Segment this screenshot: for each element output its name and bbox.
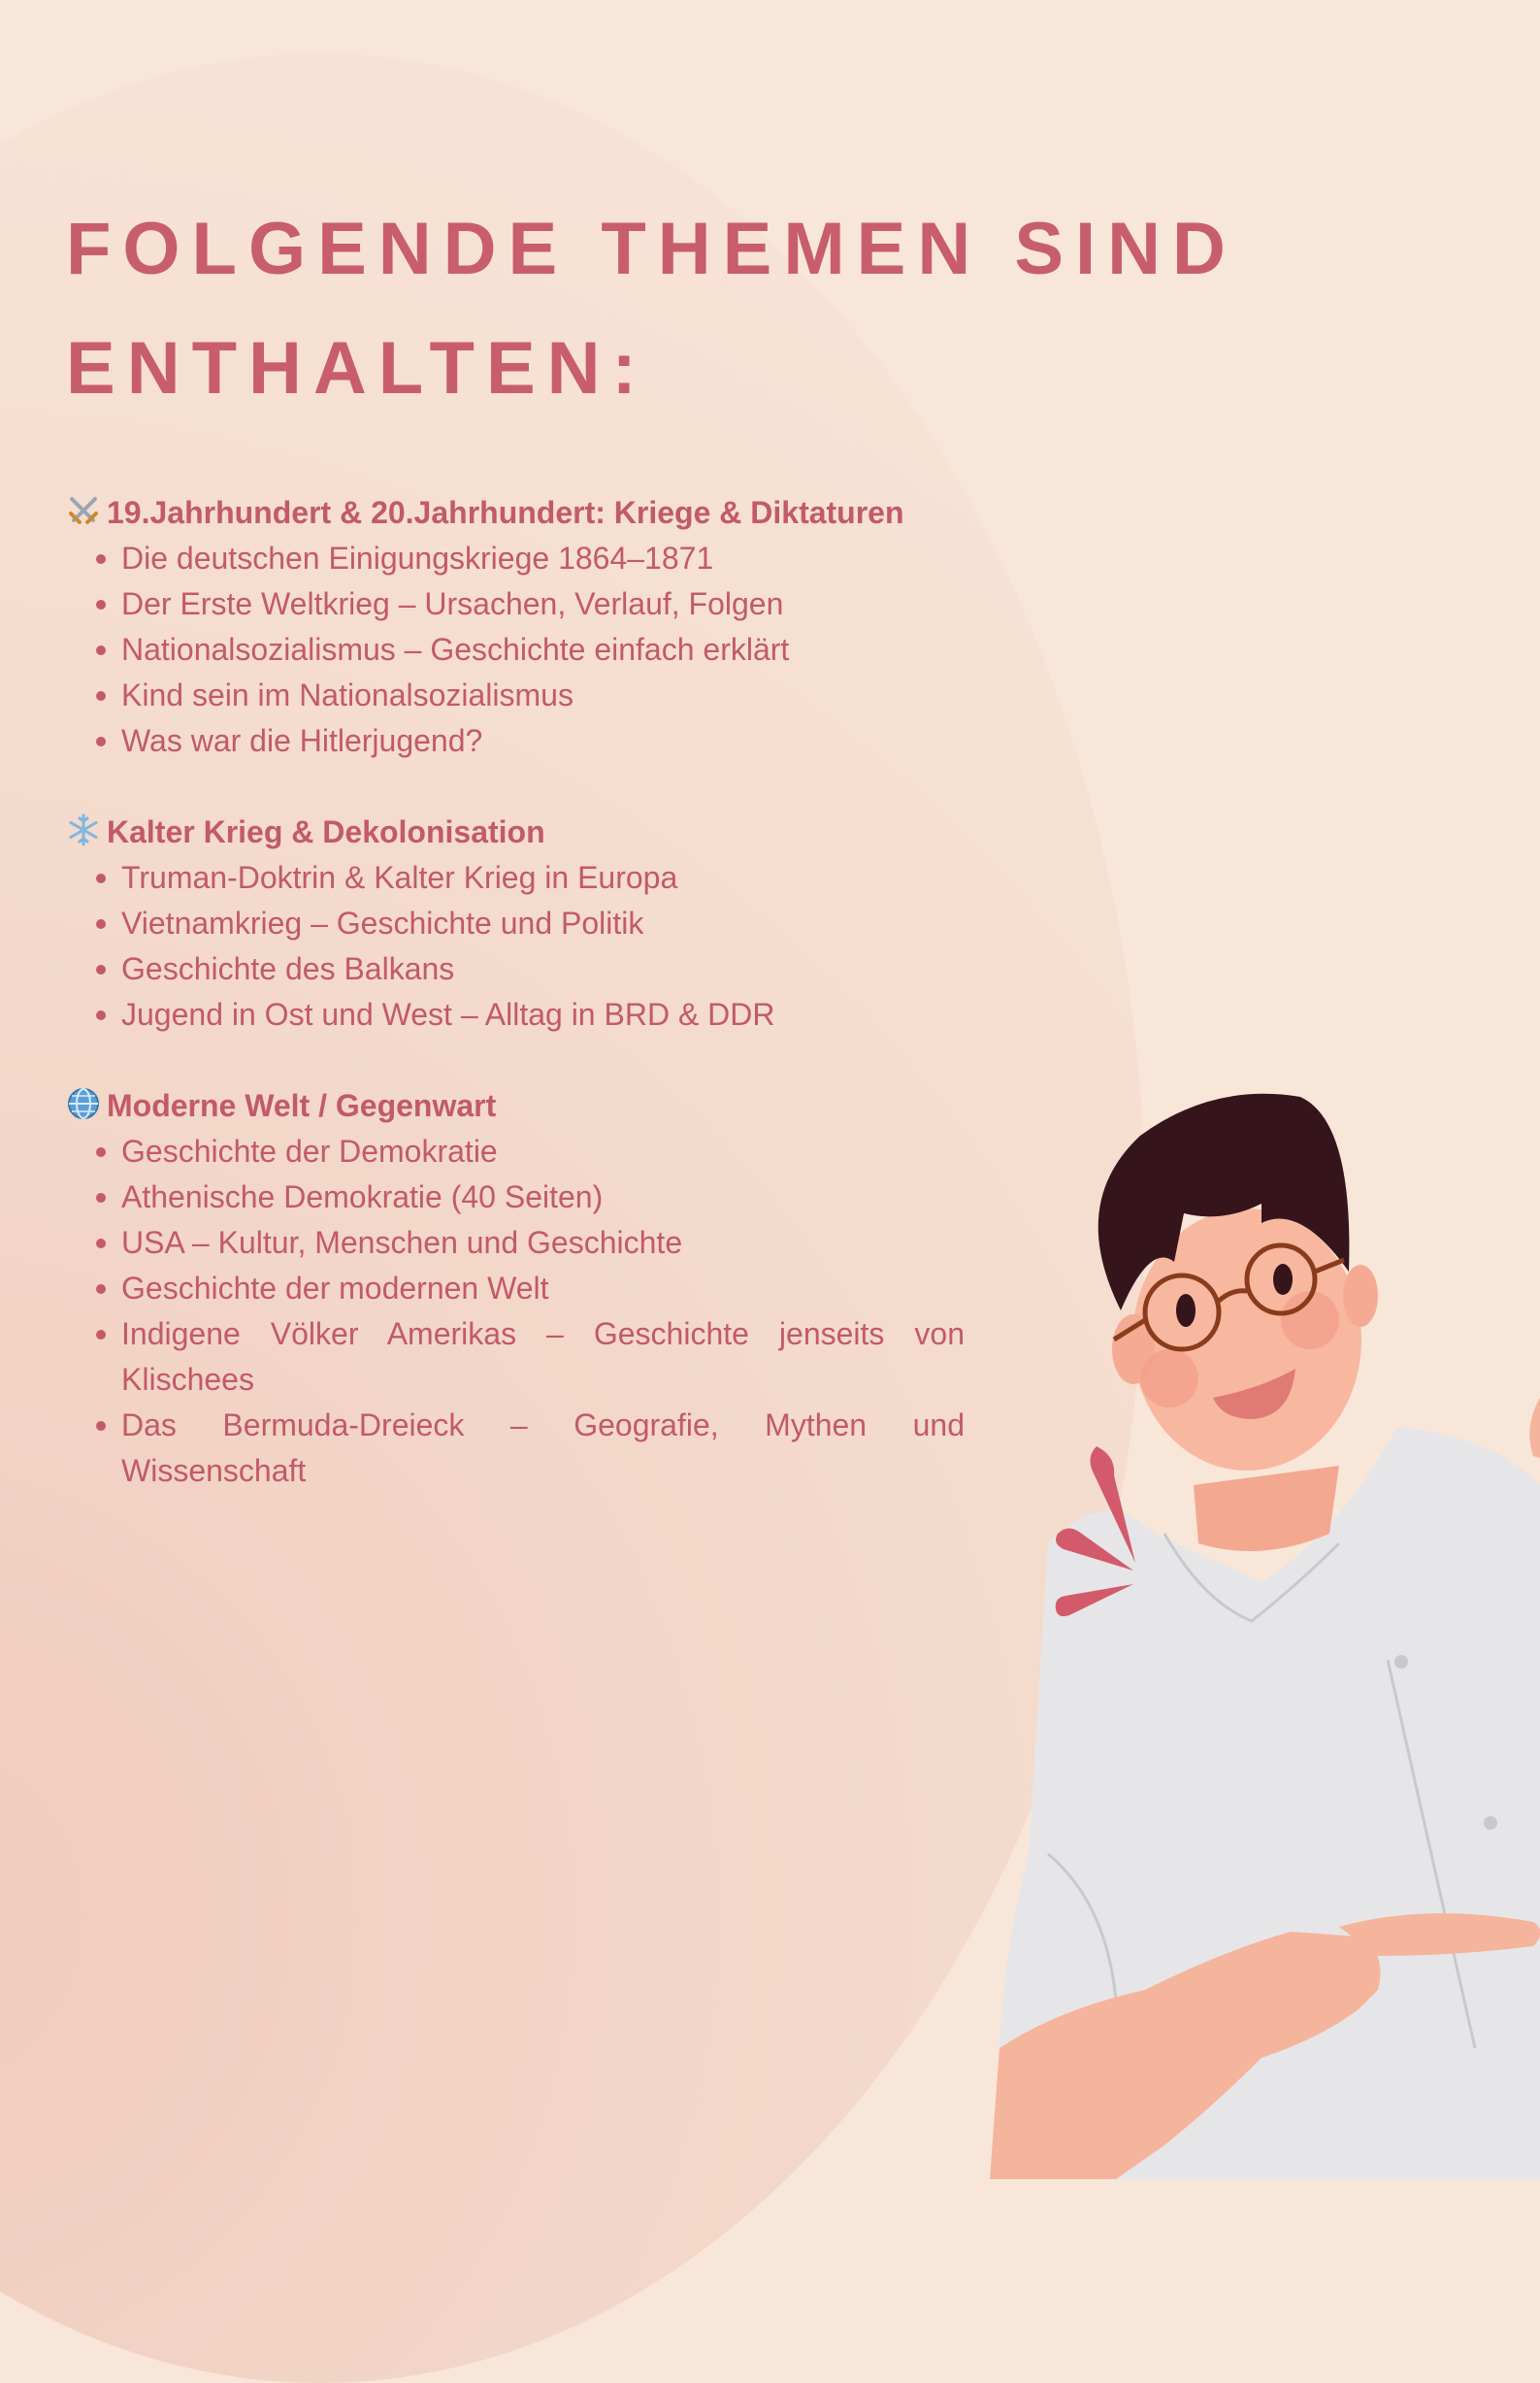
globe-icon	[66, 1086, 101, 1121]
list-item: Jugend in Ost und West – Alltag in BRD & DDR	[121, 992, 965, 1038]
list-item: Die deutschen Einigungskriege 1864–1871	[121, 536, 965, 581]
section-heading-text: Kalter Krieg & Dekolonisation	[107, 814, 545, 849]
section-cold-war	[66, 810, 965, 1038]
list-item: Der Erste Weltkrieg – Ursachen, Verlauf, Folgen	[121, 581, 965, 627]
list-item: Indigene Völker Amerikas – Geschichte jenseits von Klischees	[121, 1311, 965, 1403]
topic-items	[66, 536, 965, 764]
list-item: Geschichte der Demokratie	[121, 1129, 965, 1175]
section-heading-text: 19.Jahrhundert & 20.Jahrhundert: Kriege & Diktaturen	[107, 495, 904, 530]
neck	[1194, 1466, 1339, 1551]
section-heading	[66, 490, 965, 536]
list-item: Geschichte der modernen Welt	[121, 1266, 965, 1311]
list-item: Athenische Demokratie (40 Seiten)	[121, 1175, 965, 1220]
list-item: USA – Kultur, Menschen und Geschichte	[121, 1220, 965, 1266]
list-item: Vietnamkrieg – Geschichte und Politik	[121, 901, 965, 946]
section-wars-dictatorships	[66, 490, 965, 764]
section-heading-text: Moderne Welt / Gegenwart	[107, 1088, 497, 1123]
list-item: Nationalsozialismus – Geschichte einfach erklärt	[121, 627, 965, 673]
topic-list	[66, 490, 965, 1539]
list-item: Das Bermuda-Dreieck – Geografie, Mythen und Wissenschaft	[121, 1403, 965, 1494]
crossed-swords-icon	[66, 493, 101, 528]
list-item: Kind sein im Nationalsozialismus	[121, 673, 965, 718]
page-title: FOLGENDE THEMEN SIND ENTHALTEN:	[66, 208, 1237, 410]
list-item: Geschichte des Balkans	[121, 946, 965, 992]
section-heading	[66, 810, 965, 855]
list-item: Was war die Hitlerjugend?	[121, 718, 965, 764]
topic-items	[66, 855, 965, 1038]
topic-items	[66, 1129, 965, 1494]
snowflake-icon	[66, 812, 101, 847]
pointing-man-illustration	[970, 1077, 1540, 2179]
section-modern-world	[66, 1083, 965, 1494]
section-heading	[66, 1083, 965, 1129]
list-item: Truman-Doktrin & Kalter Krieg in Europa	[121, 855, 965, 901]
